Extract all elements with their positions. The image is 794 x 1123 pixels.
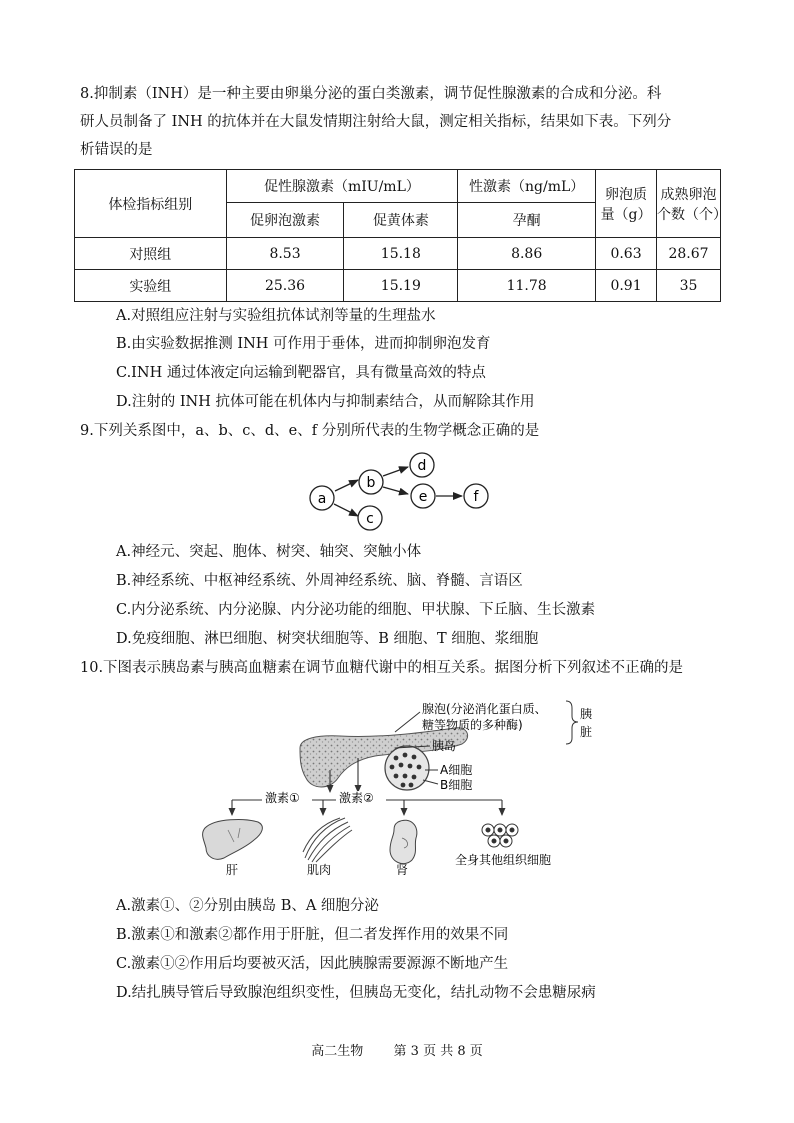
- table-cell-group: 实验组: [75, 270, 227, 302]
- other-cells-label: 全身其他组织细胞: [455, 853, 552, 867]
- hormone2-label: 激素②: [339, 791, 374, 805]
- pancreas-brace: [566, 701, 578, 744]
- q8-option-a: A.对照组应注射与实验组抗体试剂等量的生理盐水: [116, 308, 436, 324]
- node-b-label: b: [366, 475, 376, 491]
- table-header-follicle-mass-line-2: 量（g）: [600, 206, 652, 223]
- footer-page-info: 第 3 页 共 8 页: [393, 1044, 483, 1059]
- q10-option-c: C.激素①②作用后均要被灭活，因此胰腺需要源源不断地产生: [116, 956, 509, 972]
- acinus-label-2: 糖等物质的多种酶): [422, 718, 523, 732]
- hormone1-label: 激素①: [265, 791, 300, 805]
- table-header-sex-hormone: 性激素（ng/mL）: [458, 170, 596, 203]
- node-c-label: c: [366, 511, 374, 527]
- table-cell-mass: 0.63: [596, 238, 657, 270]
- footer-subject: 高二生物: [311, 1044, 364, 1059]
- q9-option-a: A.神经元、突起、胞体、树突、轴突、突触小体: [116, 544, 422, 560]
- q9-option-d: D.免疫细胞、淋巴细胞、树突状细胞等、B 细胞、T 细胞、浆细胞: [116, 631, 539, 647]
- table-header-gonadotropin: 促性腺激素（mIU/mL）: [226, 170, 458, 203]
- pancreas-label-2: 脏: [580, 725, 593, 739]
- table-cell-count: 28.67: [657, 238, 721, 270]
- table-header-lh: 促黄体素: [344, 203, 458, 238]
- kidney-illustration: [390, 820, 417, 863]
- table-header-follicle-mass-line-1: 卵泡质: [605, 186, 648, 203]
- q8-stem-line-1: 8.抑制素（INH）是一种主要由卵巢分泌的蛋白类激素，调节促性腺激素的合成和分泌。科: [80, 86, 662, 102]
- q8-stem-line-2: 研人员制备了 INH 的抗体并在大鼠发情期注射给大鼠，测定相关指标，结果如下表。下列分: [80, 114, 672, 130]
- muscle-illustration: [303, 818, 352, 862]
- table-header-fsh: 促卵泡激素: [226, 203, 344, 238]
- q10-option-d: D.结扎胰导管后导致腺泡组织变性，但胰岛无变化，结扎动物不会患糖尿病: [116, 985, 596, 1001]
- q10-stem: 10.下图表示胰岛素与胰高血糖素在调节血糖代谢中的相互关系。据图分析下列叙述不正确的是: [80, 660, 684, 676]
- table-header-group: 体检指标组别: [75, 170, 227, 238]
- table-cell-lh: 15.19: [344, 270, 458, 302]
- table-header-follicle-count-line-1: 成熟卵泡: [660, 186, 717, 203]
- q9-option-c: C.内分泌系统、内分泌腺、内分泌功能的细胞、甲状腺、下丘脑、生长激素: [116, 602, 596, 618]
- table-cell-group: 对照组: [75, 238, 227, 270]
- q9-option-b: B.神经系统、中枢神经系统、外周神经系统、脑、脊髓、言语区: [116, 573, 523, 589]
- table-cell-progesterone: 8.86: [458, 238, 596, 270]
- q10-option-a: A.激素①、②分别由胰岛 B、A 细胞分泌: [116, 898, 379, 914]
- b-cell-label: B细胞: [440, 778, 473, 792]
- q9-stem: 9.下列关系图中，a、b、c、d、e、f 分别所代表的生物学概念正确的是: [80, 423, 540, 439]
- table-cell-fsh: 25.36: [226, 270, 344, 302]
- q8-option-b: B.由实验数据推测 INH 可作用于垂体，进而抑制卵泡发育: [116, 336, 491, 352]
- pancreas-label-1: 胰: [580, 707, 593, 721]
- table-cell-lh: 15.18: [344, 238, 458, 270]
- page-footer: [0, 1040, 794, 1059]
- table-cell-mass: 0.91: [596, 270, 657, 302]
- q8-option-c: C.INH 通过体液定向运输到靶器官，具有微量高效的特点: [116, 365, 486, 381]
- node-d-label: d: [417, 458, 427, 474]
- q8-stem-line-3: 析错误的是: [80, 142, 153, 158]
- table-header-progesterone: 孕酮: [458, 203, 596, 238]
- table-header-follicle-count-line-2: 个数（个）: [657, 206, 728, 223]
- table-cell-count: 35: [657, 270, 721, 302]
- a-cell-label: A细胞: [440, 763, 473, 777]
- table-cell-fsh: 8.53: [226, 238, 344, 270]
- q10-option-b: B.激素①和激素②都作用于肝脏，但二者发挥作用的效果不同: [116, 927, 509, 943]
- liver-label: 肝: [226, 863, 239, 877]
- node-f-label: f: [473, 489, 479, 505]
- q8-option-d: D.注射的 INH 抗体可能在机体内与抑制素结合，从而解除其作用: [116, 394, 535, 410]
- kidney-label: 肾: [396, 863, 409, 877]
- table-cell-progesterone: 11.78: [458, 270, 596, 302]
- node-a-label: a: [317, 491, 327, 507]
- node-e-label: e: [418, 489, 428, 505]
- muscle-label: 肌肉: [307, 863, 332, 877]
- acinus-label-1: 腺泡(分泌消化蛋白质、: [422, 702, 547, 716]
- tissue-cells-illustration: [482, 824, 518, 847]
- islet-label: 胰岛: [432, 739, 457, 753]
